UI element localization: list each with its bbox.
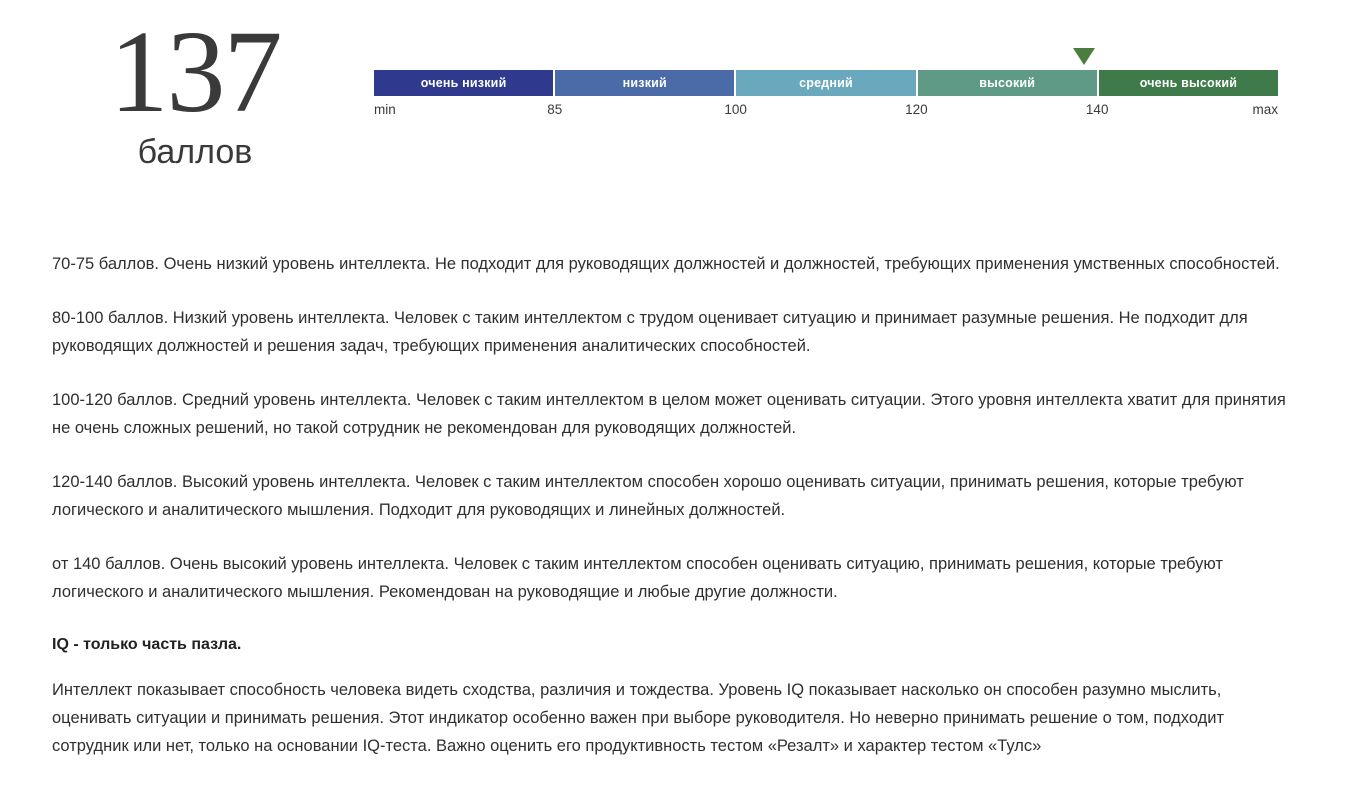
level-paragraph-very-high: от 140 баллов. Очень высокий уровень интеллекта. Человек с таким интеллектом способен оценивать ситуацию, принимать решения, которые требуют логического и аналитического мышления. Рекомендован на руководящие и любые другие должности. xyxy=(52,555,1223,601)
scale-tick-max: max xyxy=(1252,102,1278,117)
level-paragraph-low: 80-100 баллов. Низкий уровень интеллекта. Человек с таким интеллектом с трудом оценивает ситуацию и принимает разумные решения. Не подходит для руководящих должностей и решения задач, требующих применения аналитических способностей. xyxy=(52,309,1248,355)
score-block xyxy=(60,6,330,172)
level-paragraph-medium: 100-120 баллов. Средний уровень интеллекта. Человек с таким интеллектом в целом может оценивать ситуации. Этого уровня интеллекта хватит для принятия не очень сложных решений, но такой сотрудник не рекомендован для руководящих должностей. xyxy=(52,391,1286,437)
description-content xyxy=(52,250,1300,760)
score-marker-icon xyxy=(1073,48,1095,65)
level-paragraph-high: 120-140 баллов. Высокий уровень интеллекта. Человек с таким интеллектом способен хорошо оценивать ситуации, принимать решения, которые требуют логического и аналитического мышления. Подходит для руководящих и линейных должностей. xyxy=(52,473,1244,519)
scale-segment-medium: средний xyxy=(736,70,917,96)
scale-segment-high: высокий xyxy=(918,70,1099,96)
score-unit-label: баллов xyxy=(137,133,253,171)
scale-ticks xyxy=(374,102,1278,122)
scale-tick-120: 120 xyxy=(905,102,928,117)
scale-segment-very-low: очень низкий xyxy=(374,70,555,96)
scale-tick-85: 85 xyxy=(547,102,563,117)
level-paragraph-very-low: 70-75 баллов. Очень низкий уровень интеллекта. Не подходит для руководящих должностей и должностей, требующих применения умственных способностей. xyxy=(52,255,1280,273)
scale-segment-low: низкий xyxy=(555,70,736,96)
scale-tick-140: 140 xyxy=(1085,102,1109,117)
scale-bar xyxy=(374,70,1278,96)
scale-tick-100: 100 xyxy=(724,102,747,117)
iq-scale xyxy=(374,70,1278,122)
score-header xyxy=(0,0,1360,215)
footer-paragraph: Интеллект показывает способность человека видеть сходства, различия и тождества. Уровень IQ показывает насколько он способен разумно мыслить, оценивать ситуации и принимать решения. Этот индикатор особенно важен при выборе руководителя. Но неверно принимать решение о том, подходит сотрудник или нет, только на основании IQ-теста. Важно оценить его продуктивность тестом «Резалт» и характер тестом «Тулс» xyxy=(52,681,1225,755)
scale-tick-min: min xyxy=(374,102,396,117)
footer-subheading: IQ - только часть пазла. xyxy=(52,636,242,653)
score-value: 137 xyxy=(109,6,281,137)
scale-segment-very-high: очень высокий xyxy=(1099,70,1278,96)
